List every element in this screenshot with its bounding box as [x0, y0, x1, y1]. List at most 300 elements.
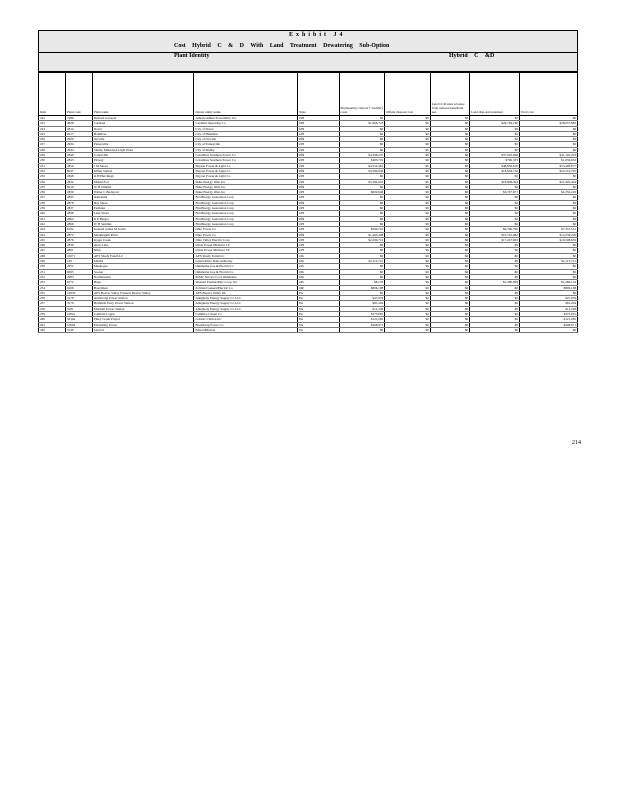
table-cell: General James M Gavin — [92, 227, 194, 232]
table-cell: 231 — [39, 163, 66, 168]
table-cell: $1,059,052 — [519, 158, 577, 163]
table-cell: 257 — [39, 301, 66, 306]
table-cell: 2828 — [65, 121, 92, 126]
table-cell: Muskogee — [92, 264, 194, 269]
table-cell: 2920 — [65, 137, 92, 142]
table-cell: $4,552,461 — [339, 163, 385, 168]
table-cell: 2830 — [65, 190, 92, 195]
table-cell: Cardinal Operating Co — [194, 121, 298, 126]
table-cell: $0 — [470, 274, 520, 279]
table-cell: $0 — [339, 253, 385, 258]
table-cell: $0 — [519, 221, 577, 226]
table-cell: W H Sammis — [92, 221, 194, 226]
table-cell: 247 — [39, 248, 66, 253]
table-cell: $0 — [430, 206, 469, 211]
table-cell: $0 — [430, 296, 469, 301]
table-cell: $0 — [519, 137, 577, 142]
table-cell: Killen Station — [92, 168, 194, 173]
table-cell: 225 — [39, 131, 66, 136]
table-cell: $0 — [470, 131, 520, 136]
table-cell: 2866 — [65, 221, 92, 226]
table-cell: $0 — [339, 200, 385, 205]
table-cell: $0 — [430, 184, 469, 189]
table-cell: 6106 — [65, 285, 92, 290]
table-cell: J M Stuart — [92, 163, 194, 168]
table-cell: $0 — [470, 216, 520, 221]
table-cell: City of Shelby — [194, 147, 298, 152]
table-cell: OH — [298, 153, 339, 158]
table-cell: Dayton Power & Light Co — [194, 174, 298, 179]
table-cell: $0 — [339, 264, 385, 269]
table-cell: $0 — [385, 311, 431, 316]
table-cell: $2,112,721 — [339, 259, 385, 264]
table-cell: $0 — [339, 174, 385, 179]
table-cell: $12,228 — [339, 306, 385, 311]
table-cell: Cambria Cogen — [92, 311, 194, 316]
table-cell: 50144 — [65, 317, 92, 322]
table-cell: $5,184,010 — [339, 179, 385, 184]
table-cell: 2872 — [65, 232, 92, 237]
table-cell: $0 — [519, 290, 577, 295]
table-cell: OK — [298, 259, 339, 264]
table-cell: $0 — [519, 216, 577, 221]
table-cell: 10603 — [65, 322, 92, 327]
table-cell: PA — [298, 290, 339, 295]
table-cell: 245 — [39, 237, 66, 242]
table-cell: 226 — [39, 137, 66, 142]
table-cell: $0 — [430, 259, 469, 264]
column-header: Total cost — [519, 73, 577, 116]
table-cell: 242 — [39, 221, 66, 226]
table-cell: 255 — [39, 290, 66, 295]
table-cell: $0 — [470, 147, 520, 152]
table-cell: Public Service Coof Oklahoma — [194, 274, 298, 279]
table-cell: Western FarmersElec Coop, Inc — [194, 280, 298, 285]
table-body — [39, 116, 578, 333]
table-cell: City of Dover — [194, 126, 298, 131]
table-cell: $0 — [385, 174, 431, 179]
table-cell: $12,239,220 — [519, 232, 577, 237]
table-cell: Bay Shore — [92, 200, 194, 205]
table-cell: 165 — [65, 259, 92, 264]
table-cell: $0 — [385, 306, 431, 311]
table-cell: City of Orrville — [194, 137, 298, 142]
table-cell: OH — [298, 248, 339, 253]
table-cell: $0 — [385, 195, 431, 200]
table-cell: Duke Energy Ohio Inc — [194, 179, 298, 184]
table-cell: Ashtabula — [92, 195, 194, 200]
table-cell: Hamilton — [92, 131, 194, 136]
table-cell: $0 — [385, 137, 431, 142]
table-cell: $560,716 — [339, 227, 385, 232]
table-cell: 10641 — [65, 311, 92, 316]
table-cell: 2848 — [65, 174, 92, 179]
table-cell: $1,260,958 — [470, 280, 520, 285]
table-cell: Columbus Southern Power Co — [194, 153, 298, 158]
table-cell: 240 — [39, 211, 66, 216]
table-cell: 259 — [39, 311, 66, 316]
table-cell: OH — [298, 190, 339, 195]
table-cell: $0 — [470, 211, 520, 216]
table-cell: $7,357,512 — [519, 227, 577, 232]
table-cell: $121,065 — [519, 317, 577, 322]
table-cell: OK — [298, 253, 339, 258]
table-cell: OH — [298, 206, 339, 211]
table-cell: Cambria CoGen Co — [194, 311, 298, 316]
table-cell: $0 — [430, 301, 469, 306]
table-cell: $0 — [385, 274, 431, 279]
table-cell: $0 — [430, 285, 469, 290]
table-cell: $19,508,655 — [519, 237, 577, 242]
table-cell: $0 — [519, 174, 577, 179]
table-cell: $0 — [470, 259, 520, 264]
table-cell: $0 — [430, 306, 469, 311]
table-cell: $806,108 — [519, 285, 577, 290]
table-cell: $0 — [339, 290, 385, 295]
table-cell: OH — [298, 211, 339, 216]
table-cell: $10,745,982 — [470, 232, 520, 237]
table-cell: 254 — [39, 285, 66, 290]
table-cell: $0 — [430, 179, 469, 184]
table-cell: $0 — [470, 243, 520, 248]
table-cell: $0 — [519, 184, 577, 189]
table-cell: 228 — [39, 147, 66, 152]
table-cell: FirstEnergy Generation Corp — [194, 216, 298, 221]
table-cell: $47,979 — [519, 296, 577, 301]
table-cell: 260 — [39, 317, 66, 322]
table-cell: $0 — [470, 221, 520, 226]
table-cell: Allegheny Energy Supply Co LLC — [194, 296, 298, 301]
table-cell: OK — [298, 264, 339, 269]
table-cell: 2878 — [65, 200, 92, 205]
table-cell: $0 — [430, 195, 469, 200]
table-cell: $0 — [430, 243, 469, 248]
table-cell: $0 — [385, 232, 431, 237]
table-cell: 6031 — [65, 168, 92, 173]
table-cell: Columbus Southern Power Co — [194, 158, 298, 163]
table-cell: $408,971 — [339, 322, 385, 327]
table-cell: $0 — [385, 264, 431, 269]
table-cell: 2943 — [65, 147, 92, 152]
table-cell: Orion Power Midwest LP — [194, 243, 298, 248]
exhibit-label: Exhibit J4 — [289, 32, 346, 38]
title-block — [38, 30, 578, 72]
table-cell: Kyger Creek — [92, 237, 194, 242]
table-cell: $0 — [430, 158, 469, 163]
table-cell: 239 — [39, 206, 66, 211]
table-cell: 258 — [39, 306, 66, 311]
table-cell: $0 — [430, 248, 469, 253]
table-cell: $0 — [519, 195, 577, 200]
plant-identity-label: Plant Identity — [174, 53, 210, 59]
table-cell: $0 — [430, 311, 469, 316]
table-cell: $0 — [339, 216, 385, 221]
table-cell: O H Hutchings — [92, 174, 194, 179]
table-cell: $0 — [385, 290, 431, 295]
table-cell: $0 — [385, 121, 431, 126]
table-cell: 244 — [39, 232, 66, 237]
table-cell: OH — [298, 184, 339, 189]
table-cell: OH — [298, 137, 339, 142]
table-cell: $0 — [339, 243, 385, 248]
table-cell: $0 — [430, 142, 469, 147]
table-cell: PA — [298, 327, 339, 332]
table-cell: 222 — [39, 116, 66, 121]
table-cell: $0 — [470, 327, 520, 332]
table-cell: 229 — [39, 153, 66, 158]
table-cell: $0 — [385, 211, 431, 216]
table-cell: $0 — [519, 131, 577, 136]
column-header: Land CCR sales revenue from reduced beneficial use — [430, 73, 469, 116]
table-cell: $0 — [430, 200, 469, 205]
table-cell: $0 — [430, 264, 469, 269]
table-cell: Piney Creek Project — [92, 317, 194, 322]
table-cell: $0 — [430, 322, 469, 327]
title-line: Cost Hybrid C & D With Land Treatment Dewatering Sub-Option — [174, 43, 390, 49]
table-cell: Richard Gorsuch — [92, 116, 194, 121]
table-cell: 250 — [39, 264, 66, 269]
table-cell: 2934 — [65, 142, 92, 147]
table-cell: $1,269,134 — [519, 280, 577, 285]
table-cell: $17,247,963 — [470, 237, 520, 242]
table-cell: $0 — [430, 116, 469, 121]
table-cell: Lake Shore — [92, 211, 194, 216]
table-cell: Orion Power Midwest LP — [194, 248, 298, 253]
table-cell: Boardman — [92, 285, 194, 290]
table-cell: $0 — [519, 274, 577, 279]
table-cell: 227 — [39, 142, 66, 147]
table-cell: Ebensburg Power — [92, 322, 194, 327]
table-cell: 2864 — [65, 216, 92, 221]
table-cell: $53,409,077 — [519, 163, 577, 168]
table-cell: $0 — [385, 163, 431, 168]
table-cell: $0 — [385, 301, 431, 306]
table-cell: $0 — [339, 184, 385, 189]
table-cell: $16,808,394 — [470, 179, 520, 184]
table-cell: $0 — [430, 327, 469, 332]
divider — [39, 52, 577, 53]
table-cell: $41,102,203 — [519, 153, 577, 158]
table-cell: 243 — [39, 227, 66, 232]
table-cell: $0 — [385, 227, 431, 232]
table-cell: $81,204 — [339, 301, 385, 306]
table-cell: OH — [298, 195, 339, 200]
table-cell: 230 — [39, 158, 66, 163]
table-cell: $0 — [339, 116, 385, 121]
table-cell: OH — [298, 237, 339, 242]
table-cell: $8,176 — [339, 280, 385, 285]
table-cell: 224 — [39, 126, 66, 131]
table-cell: Ohio Power Co — [194, 232, 298, 237]
table-cell: Seward — [92, 327, 194, 332]
table-cell: 2835 — [65, 195, 92, 200]
table-cell: $0 — [385, 168, 431, 173]
table-cell: Armstrong Power Station — [92, 296, 194, 301]
table-cell: 2814 — [65, 126, 92, 131]
table-cell: 233 — [39, 174, 66, 179]
table-row — [39, 327, 578, 332]
table-cell: 235 — [39, 184, 66, 189]
table-cell: OH — [298, 142, 339, 147]
table-cell: 6019 — [65, 184, 92, 189]
table-cell: $0 — [430, 163, 469, 168]
page-number: 214 — [572, 440, 581, 446]
table-cell: OH — [298, 174, 339, 179]
column-header: State — [298, 73, 339, 116]
table-cell: $0 — [470, 248, 520, 253]
table-cell: $48,856,616 — [470, 163, 520, 168]
table-cell: 2838 — [65, 211, 92, 216]
table-cell: $4,396,237 — [339, 153, 385, 158]
table-cell: $0 — [470, 253, 520, 258]
table-cell: 223 — [39, 121, 66, 126]
table-cell: $0 — [385, 285, 431, 290]
table-cell: FirstEnergy Generation Corp — [194, 221, 298, 226]
table-cell: 234 — [39, 179, 66, 184]
table-cell: 10671 — [65, 253, 92, 258]
table-cell: FirstEnergy Generation Corp — [194, 195, 298, 200]
table-cell: $0 — [430, 232, 469, 237]
column-header: Plant code — [65, 73, 92, 116]
table-cell: $0 — [385, 296, 431, 301]
table-cell: $0 — [339, 269, 385, 274]
table-cell: $0 — [385, 243, 431, 248]
table-cell: 256 — [39, 296, 66, 301]
table-cell: $0 — [385, 327, 431, 332]
table-cell: OK — [298, 274, 339, 279]
table-cell: 2963 — [65, 274, 92, 279]
table-cell: $1,493,208 — [339, 232, 385, 237]
table-cell: City of Hamilton — [194, 131, 298, 136]
table-cell: $0 — [430, 153, 469, 158]
table-cell: OH — [298, 232, 339, 237]
table-cell: $0 — [430, 147, 469, 152]
table-cell: Dover — [92, 126, 194, 131]
table-cell: 248 — [39, 253, 66, 258]
table-cell: 253 — [39, 280, 66, 285]
table-cell: $0 — [385, 280, 431, 285]
table-cell: $4,350,226 — [519, 190, 577, 195]
table-cell: $0 — [470, 142, 520, 147]
table-cell: $0 — [470, 290, 520, 295]
table-cell: $0 — [430, 227, 469, 232]
table-cell: $0 — [339, 221, 385, 226]
table-cell: Oklahoma Gas & ElectricCo — [194, 269, 298, 274]
table-cell: OH — [298, 243, 339, 248]
table-cell: $121,065 — [339, 317, 385, 322]
table-cell: $0 — [385, 184, 431, 189]
table-cell: $0 — [470, 174, 520, 179]
table-cell: $0 — [470, 195, 520, 200]
table-cell: $0 — [519, 253, 577, 258]
table-cell: OK — [298, 280, 339, 285]
table-cell: $0 — [519, 269, 577, 274]
table-cell: $0 — [430, 221, 469, 226]
table-cell: $0 — [430, 237, 469, 242]
table-cell: $0 — [339, 131, 385, 136]
table-cell: $0 — [430, 174, 469, 179]
table-cell: 262 — [39, 327, 66, 332]
table-cell: $0 — [339, 327, 385, 332]
table-cell: $0 — [430, 280, 469, 285]
table-cell: $0 — [470, 264, 520, 269]
table-cell: 2837 — [65, 206, 92, 211]
table-cell: R E Burger — [92, 216, 194, 221]
table-cell: $0 — [430, 274, 469, 279]
table-cell: $0 — [519, 243, 577, 248]
table-cell: OH — [298, 200, 339, 205]
table-cell: $0 — [470, 126, 520, 131]
table-cell: 261 — [39, 322, 66, 327]
table-cell: $0 — [430, 137, 469, 142]
table-cell: AES Beaver Valley Partners Beaver Valley — [92, 290, 194, 295]
table-cell: $0 — [385, 221, 431, 226]
table-cell: $0 — [519, 248, 577, 253]
table-cell: $796,333 — [470, 158, 520, 163]
table-cell: AES Beaver Valley PA — [194, 290, 298, 295]
table-cell: $0 — [470, 206, 520, 211]
table-cell: $0 — [430, 121, 469, 126]
table-cell: $0 — [519, 142, 577, 147]
table-cell: 2917 — [65, 131, 92, 136]
table-cell: PA — [298, 317, 339, 322]
table-cell: $375,691 — [519, 311, 577, 316]
table-cell: Portland GeneralElectric Co — [194, 285, 298, 290]
table-cell: $2,260,712 — [339, 237, 385, 242]
table-cell: 6095 — [65, 269, 92, 274]
table-cell: 6772 — [65, 280, 92, 285]
table-cell: 2952 — [65, 264, 92, 269]
table-cell: 246 — [39, 243, 66, 248]
table-cell: 2836 — [65, 243, 92, 248]
table-cell: $0 — [470, 116, 520, 121]
table-cell: PA — [298, 301, 339, 306]
table-cell: $0 — [385, 253, 431, 258]
table-cell: Allegheny Energy Supply Co LLC — [194, 301, 298, 306]
table-cell: OR — [298, 285, 339, 290]
table-cell: $0 — [339, 248, 385, 253]
table-cell: $0 — [385, 147, 431, 152]
column-header: Item — [39, 73, 66, 116]
table-cell: 2840 — [65, 153, 92, 158]
table-cell: Colmac Clarion Inc — [194, 317, 298, 322]
table-cell: $0 — [385, 248, 431, 253]
table-cell: Dayton Power & Light Co — [194, 168, 298, 173]
table-cell: Muskingum River — [92, 232, 194, 237]
table-cell: Oklahoma Gas & ElectricCo — [194, 264, 298, 269]
table-cell: 251 — [39, 269, 66, 274]
table-cell: $0 — [385, 142, 431, 147]
column-header: Land disposal treatment — [470, 73, 520, 116]
table-cell: OH — [298, 116, 339, 121]
table-cell: $0 — [430, 126, 469, 131]
table-cell: Ebensburg Power Co — [194, 322, 298, 327]
table-cell: $375,691 — [339, 311, 385, 316]
table-cell: City of Painesville — [194, 142, 298, 147]
table-cell: PA — [298, 311, 339, 316]
table-cell: $0 — [339, 126, 385, 131]
table-cell: $0 — [339, 206, 385, 211]
table-cell: $0 — [385, 126, 431, 131]
table-cell: OH — [298, 179, 339, 184]
table-cell: Grand River Dam Authority — [194, 259, 298, 264]
table-cell: 236 — [39, 190, 66, 195]
table-cell: $0 — [519, 200, 577, 205]
table-cell: $6,796,796 — [470, 227, 520, 232]
table-cell: $0 — [385, 131, 431, 136]
table-cell: $0 — [385, 322, 431, 327]
table-cell: $37,005,966 — [470, 153, 520, 158]
